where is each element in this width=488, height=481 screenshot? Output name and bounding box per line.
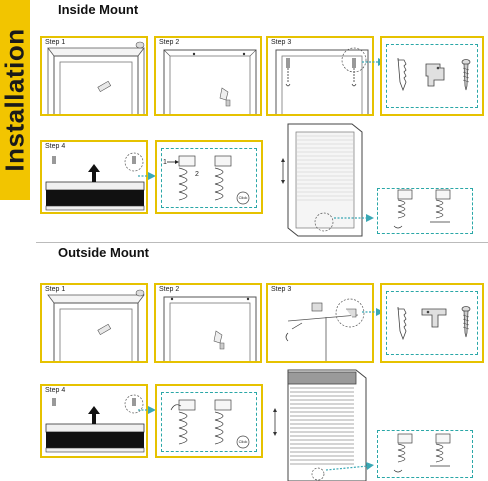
- step-label: Step 2: [159, 286, 180, 293]
- installation-title: Installation: [0, 28, 30, 172]
- svg-text:2: 2: [195, 171, 199, 178]
- svg-text:1: 1: [163, 159, 167, 166]
- inside-mount-title: Inside Mount: [58, 2, 139, 17]
- step-label: Step 1: [45, 39, 66, 46]
- step-label: Step 3: [271, 39, 292, 46]
- outside-mount-title: Outside Mount: [58, 245, 149, 260]
- step-label: Step 4: [45, 387, 66, 394]
- click-label: Click: [238, 439, 248, 444]
- step-label: Step 1: [45, 286, 66, 293]
- click-label: Click: [238, 195, 248, 200]
- step-label: Step 2: [159, 39, 180, 46]
- step-label: Step 3: [271, 286, 292, 293]
- step-label: Step 4: [45, 143, 66, 150]
